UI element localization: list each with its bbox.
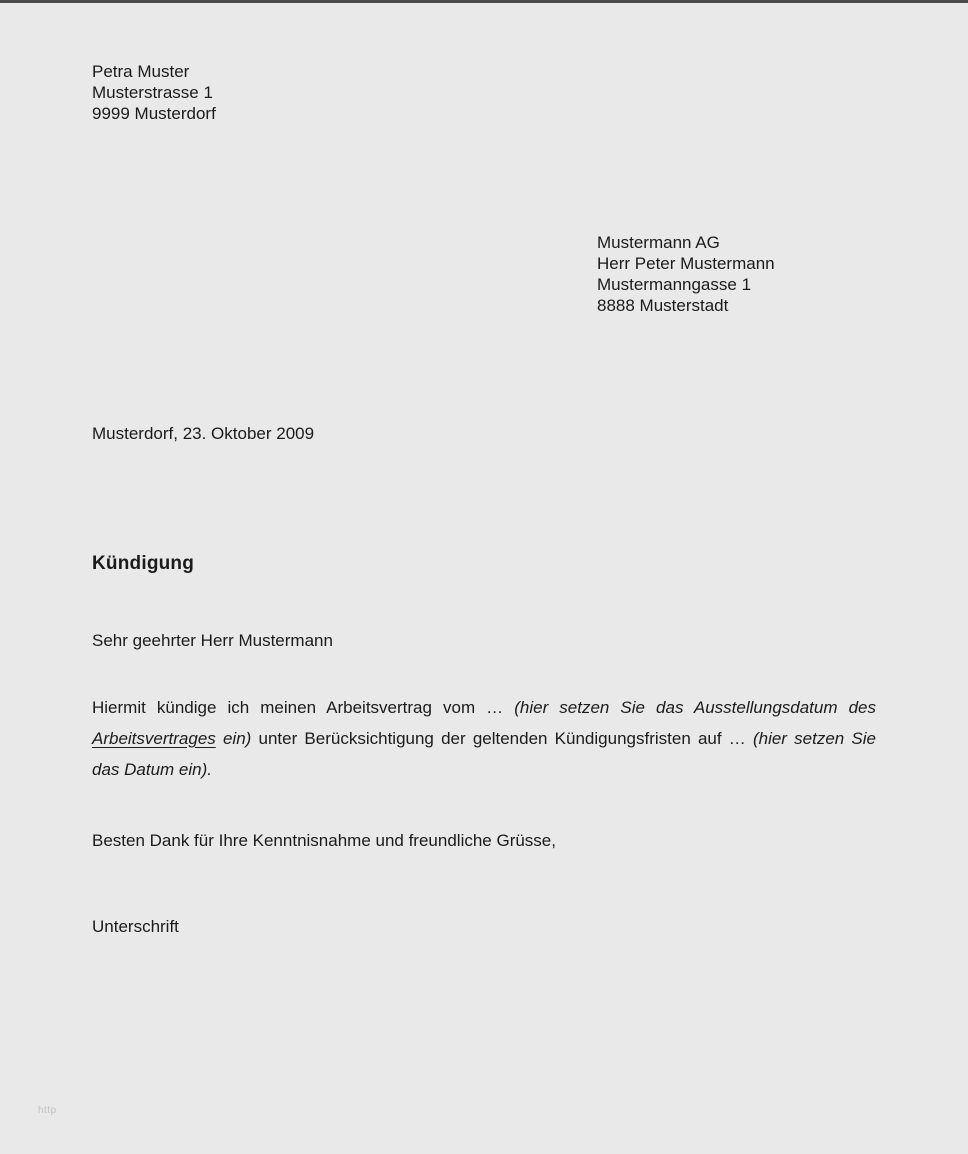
subject-heading: Kündigung [92, 553, 195, 574]
sender-street: Musterstrasse 1 [92, 83, 213, 102]
body-paragraph [92, 692, 876, 785]
body-segment-italic-3: (hier setzen Sie das Datum ein). [92, 729, 876, 779]
recipient-address [597, 232, 775, 316]
salutation: Sehr geehrter Herr Mustermann [92, 631, 333, 650]
recipient-company: Mustermann AG [597, 233, 720, 252]
sender-address [92, 61, 216, 124]
recipient-street: Mustermanngasse 1 [597, 275, 752, 294]
sender-city: 9999 Musterdorf [92, 104, 216, 123]
date-line: Musterdorf, 23. Oktober 2009 [92, 424, 315, 443]
recipient-city: 8888 Musterstadt [597, 296, 729, 315]
recipient-name: Herr Peter Mustermann [597, 254, 775, 273]
closing-line: Besten Dank für Ihre Kenntnisnahme und freundliche Grüsse, [92, 831, 556, 850]
body-segment-underlined: Arbeitsvertrages [92, 729, 216, 748]
watermark-http: http [38, 1105, 57, 1116]
body-segment-normal-2: unter Berücksichtigung der geltenden Kündigungsfristen auf … [251, 729, 753, 748]
sender-name: Petra Muster [92, 62, 190, 81]
body-segment-italic-1: (hier setzen Sie das Ausstellungsdatum des [514, 698, 876, 717]
signature-label: Unterschrift [92, 917, 179, 936]
body-segment-italic-2: ein) [215, 729, 252, 748]
body-segment-normal-1: Hiermit kündige ich meinen Arbeitsvertrag vom … [92, 698, 515, 717]
